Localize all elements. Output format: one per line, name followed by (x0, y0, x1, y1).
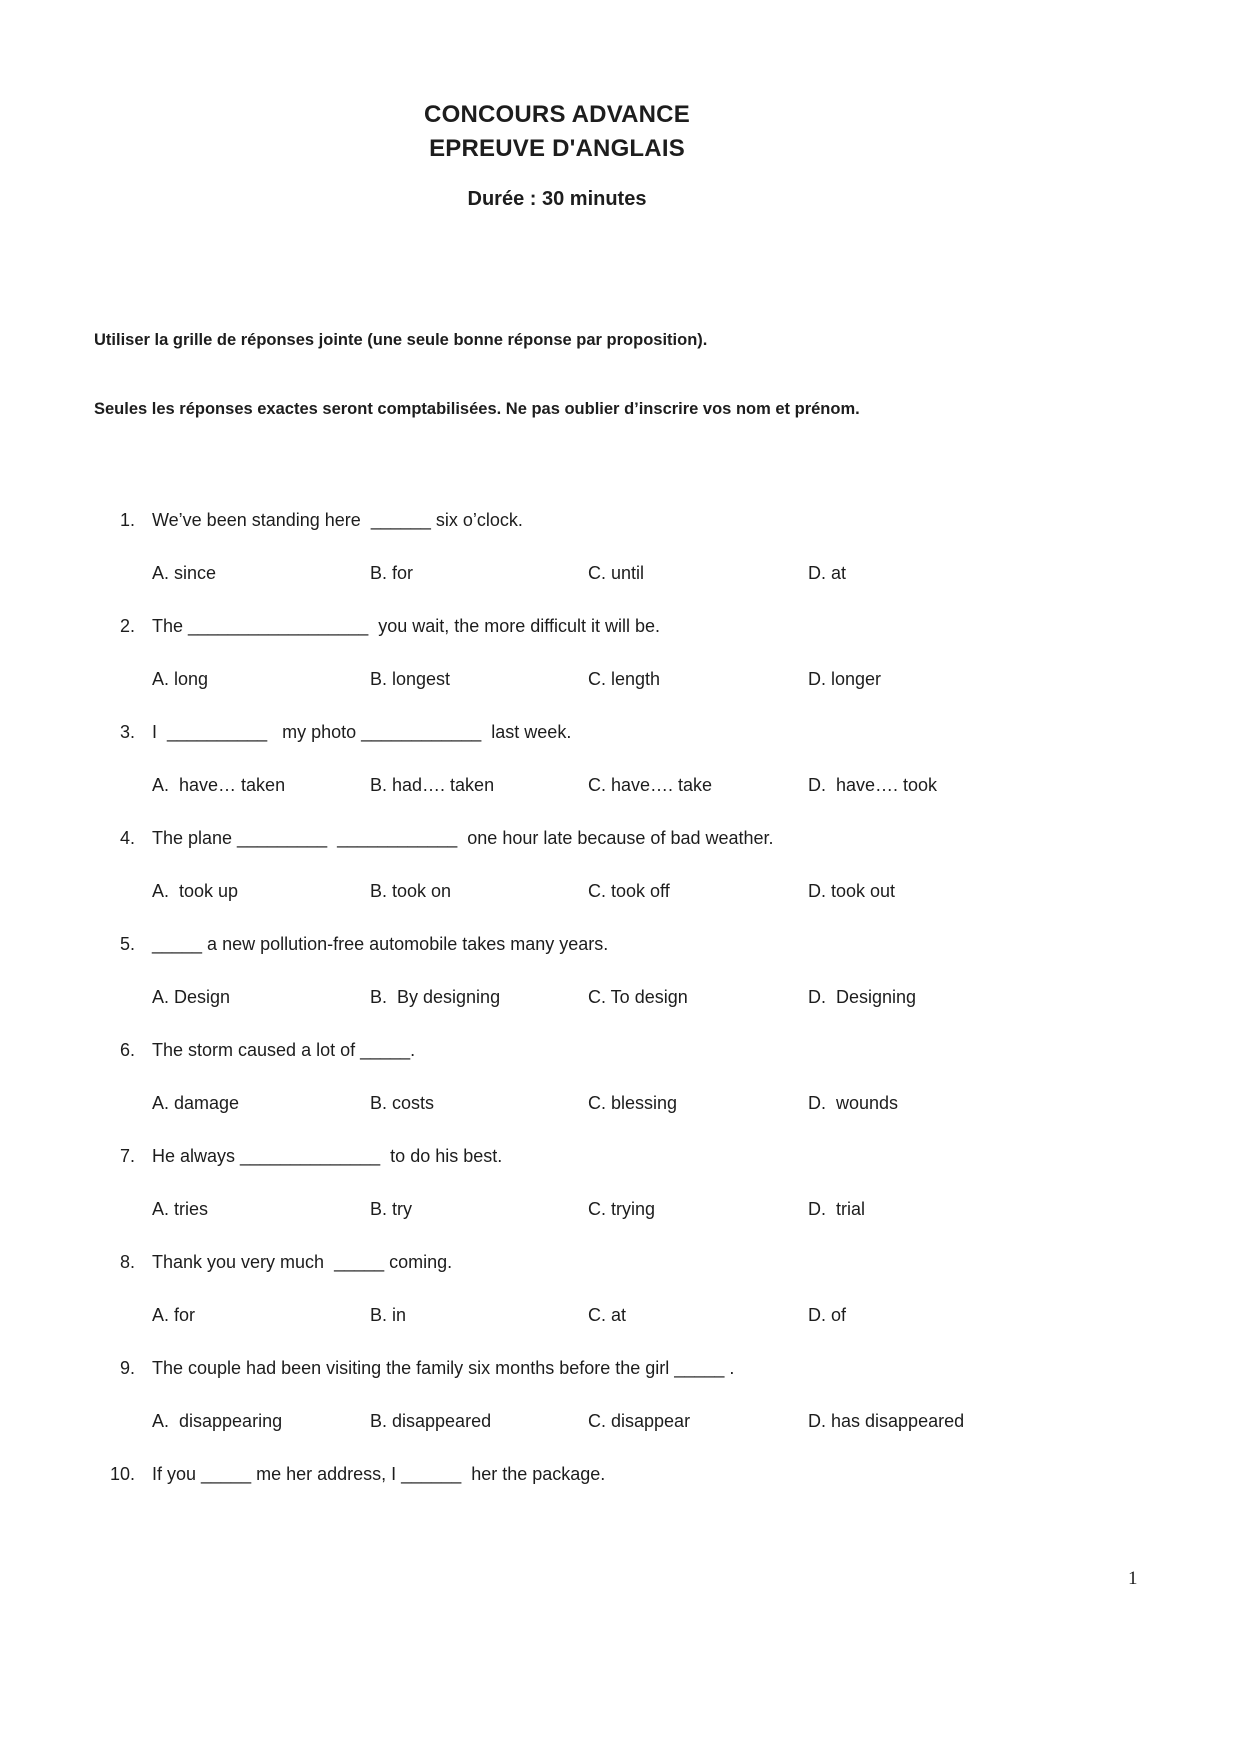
question-number: 4. (119, 828, 135, 848)
question-number: 7. (119, 1146, 135, 1166)
option-c: C. blessing (588, 1093, 678, 1113)
page-title-line1: CONCOURS ADVANCE (424, 101, 690, 128)
option-d: D. took out (808, 881, 896, 901)
page-number: 1 (1128, 1568, 1138, 1589)
question-5 (94, 933, 1020, 1008)
instructions-line2: Seules les réponses exactes seront comptabilisées. Ne pas oublier d’inscrire vos nom et prénom. (94, 400, 860, 418)
option-a: A. for (152, 1305, 196, 1325)
question-text: The plane _________ ____________ one hour late because of bad weather. (152, 828, 774, 848)
question-text: The __________________ you wait, the more difficult it will be. (152, 616, 660, 636)
option-c: C. disappear (588, 1411, 691, 1431)
option-a: A. Design (152, 987, 231, 1007)
option-c: C. until (588, 563, 645, 583)
page-title-line2: EPREUVE D'ANGLAIS (429, 135, 685, 162)
option-a: A. have… taken (152, 775, 286, 795)
option-d: D. trial (808, 1199, 866, 1219)
question-number: 9. (119, 1358, 135, 1378)
question-text: Thank you very much _____ coming. (152, 1252, 453, 1272)
question-number: 6. (119, 1040, 135, 1060)
option-b: B. took on (370, 881, 452, 901)
question-4 (94, 827, 1020, 902)
question-number: 5. (119, 934, 135, 954)
option-d: D. longer (808, 669, 882, 689)
instructions-block (94, 283, 1084, 467)
option-b: B. in (370, 1305, 407, 1325)
option-d: D. have…. took (808, 775, 938, 795)
option-d: D. has disappeared (808, 1411, 965, 1431)
option-b: B. disappeared (370, 1411, 492, 1431)
option-c: C. at (588, 1305, 627, 1325)
question-1 (94, 509, 1020, 584)
question-2 (94, 615, 1020, 690)
question-text: We’ve been standing here ______ six o’clock. (152, 510, 523, 530)
question-10 (94, 1463, 1020, 1485)
option-c: C. length (588, 669, 661, 689)
option-b: B. had…. taken (370, 775, 495, 795)
question-text: He always ______________ to do his best. (152, 1146, 503, 1166)
question-text: The storm caused a lot of _____. (152, 1040, 416, 1060)
option-d: D. of (808, 1305, 847, 1325)
option-a: A. long (152, 669, 209, 689)
question-number: 10. (109, 1464, 135, 1484)
option-c: C. took off (588, 881, 670, 901)
options-row (152, 986, 1020, 1008)
document-header (94, 98, 1020, 211)
options-row (152, 1410, 1020, 1432)
options-row (152, 1092, 1020, 1114)
question-text: _____ a new pollution-free automobile takes many years. (152, 934, 609, 954)
option-d: D. wounds (808, 1093, 899, 1113)
option-a: A. tries (152, 1199, 209, 1219)
question-8 (94, 1251, 1020, 1326)
question-text: The couple had been visiting the family six months before the girl _____ . (152, 1358, 735, 1378)
options-row (152, 562, 1020, 584)
option-d: D. Designing (808, 987, 917, 1007)
question-number: 3. (119, 722, 135, 742)
question-9 (94, 1357, 1020, 1432)
option-b: B. try (370, 1199, 413, 1219)
option-a: A. since (152, 563, 217, 583)
document-page (94, 0, 1020, 1516)
option-b: B. costs (370, 1093, 435, 1113)
question-text: If you _____ me her address, I ______ her the package. (152, 1464, 606, 1484)
questions-list (94, 509, 1020, 1485)
option-c: C. To design (588, 987, 688, 1007)
question-number: 1. (119, 510, 135, 530)
question-7 (94, 1145, 1020, 1220)
options-row (152, 880, 1020, 902)
question-number: 8. (119, 1252, 135, 1272)
options-row (152, 774, 1020, 796)
question-6 (94, 1039, 1020, 1114)
option-b: B. By designing (370, 987, 501, 1007)
option-a: A. disappearing (152, 1411, 283, 1431)
option-c: C. have…. take (588, 775, 713, 795)
option-a: A. took up (152, 881, 239, 901)
options-row (152, 1304, 1020, 1326)
option-c: C. trying (588, 1199, 656, 1219)
exam-duration: Durée : 30 minutes (467, 188, 647, 210)
question-3 (94, 721, 1020, 796)
question-text: I __________ my photo ____________ last week. (152, 722, 572, 742)
question-number: 2. (119, 616, 135, 636)
options-row (152, 668, 1020, 690)
option-b: B. longest (370, 669, 451, 689)
option-a: A. damage (152, 1093, 240, 1113)
option-d: D. at (808, 563, 847, 583)
option-b: B. for (370, 563, 414, 583)
instructions-line1: Utiliser la grille de réponses jointe (une seule bonne réponse par proposition). (94, 331, 708, 349)
options-row (152, 1198, 1020, 1220)
